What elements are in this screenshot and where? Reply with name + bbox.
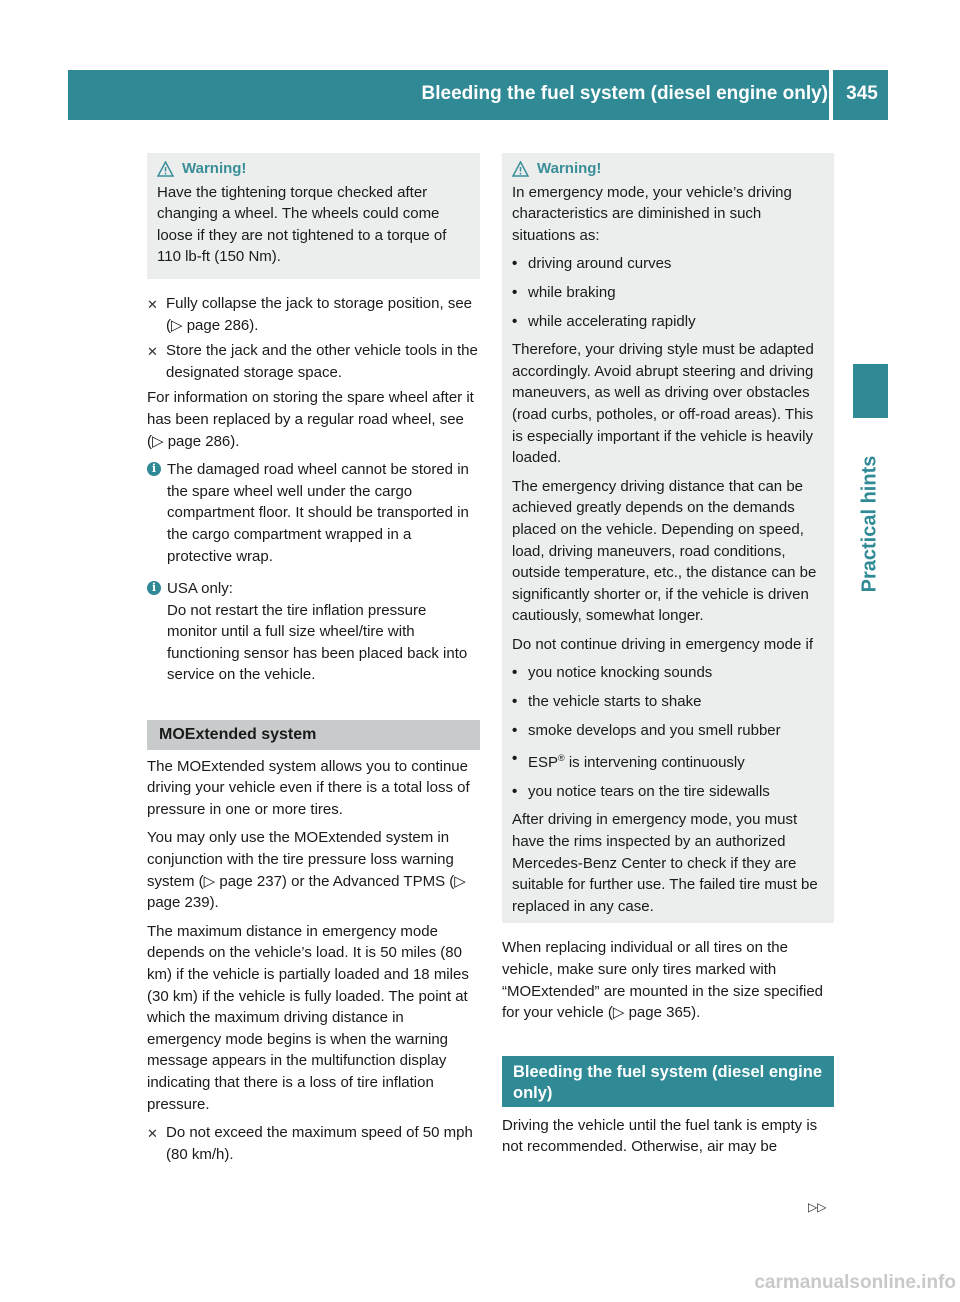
info-title: USA only: [167,580,233,598]
warning-triangle-icon [512,161,529,177]
right-column [502,153,834,1165]
paragraph: The MOExtended system allows you to continue driving your vehicle even if there is a total loss of pressure in one or more tires. [147,757,470,818]
paragraph: The emergency driving distance that can be achieved greatly depends on the demands placed on the vehicle. Depending on speed, load, driving maneuvers, road conditions, outside temperature, etc., the distance can be significantly shorter or, if the vehicle is driven cautiously, somewhat longer. [512,477,817,625]
list-item: • you notice knocking sounds [512,664,713,682]
list-item: • while braking [512,283,616,301]
info-text: Do not restart the tire inflation pressure monitor until a full size wheel/tire with functioning sensor has been placed back into service on the vehicle. [167,601,468,684]
step-text: Store the jack and the other vehicle tools in the designated storage space. [166,342,478,381]
paragraph: For information on storing the spare wheel after it has been replaced by a regular road wheel, see (▷ page 286). [147,389,474,450]
warning-triangle-icon [157,161,174,177]
instruction-step [147,293,480,336]
info-icon: i [147,581,161,595]
paragraph: Driving the vehicle until the fuel tank is empty is not recommended. Otherwise, air may be [502,1116,818,1156]
bullet-list [512,253,826,332]
step-arrow-icon: ✕ [147,344,158,360]
info-text: The damaged road wheel cannot be stored in the spare wheel well under the cargo compartment floor. It should be transported in the cargo compartment wrapped in a protective wrap. [167,461,469,565]
warning-heading [157,158,472,180]
step-arrow-icon: ✕ [147,296,158,312]
info-note [147,578,480,686]
list-item: • while accelerating rapidly [512,312,696,330]
step-arrow-icon: ✕ [147,1126,158,1142]
info-icon: i [147,462,161,476]
list-item: • smoke develops and you smell rubber [512,721,781,739]
paragraph: When replacing individual or all tires on the vehicle, make sure only tires marked with “MOExtended” are mounted in the size specified for your vehicle (▷ page 365). [502,939,823,1022]
paragraph: Therefore, your driving style must be adapted accordingly. Avoid abrupt steering and driving maneuvers, as well as driving over obstacles (road curbs, potholes, or off-road areas). This is especially important if the vehicle is heavily loaded. [512,341,814,467]
info-note [147,459,480,567]
warning-title: Warning! [537,160,602,177]
side-tab [853,424,888,624]
warning-heading [512,158,826,180]
page-number: 345 [846,83,878,104]
warning-box [502,153,834,923]
list-item: • you notice tears on the tire sidewalls [512,782,770,800]
list-item: • driving around curves [512,255,672,273]
section-heading: Bleeding the fuel system (diesel engine only) [502,1056,834,1107]
paragraph: You may only use the MOExtended system in conjunction with the tire pressure loss warning system (▷ page 237) or the Advanced TPMS (▷ page 239). [147,829,466,912]
paragraph: Do not continue driving in emergency mode if [512,635,813,653]
warning-text: Have the tightening torque checked after changing a wheel. The wheels could come loose if they are not tightened to a torque of 110 lb-ft (150 Nm). [157,183,447,266]
bullet-list [512,662,826,802]
list-item: • the vehicle starts to shake [512,693,702,711]
warning-title: Warning! [182,160,247,177]
section-heading: MOExtended system [147,720,480,750]
warning-text: In emergency mode, your vehicle’s driving characteristics are diminished in such situations as: [512,183,792,244]
paragraph: After driving in emergency mode, you must have the rims inspected by an authorized Mercedes-Benz Center to check if they are suitable for further use. The failed tire must be replaced in any case. [512,811,818,915]
step-text: Do not exceed the maximum speed of 50 mph (80 km/h). [166,1124,473,1163]
paragraph: The maximum distance in emergency mode depends on the vehicle’s load. It is 50 miles (80 km) if the vehicle is partially loaded and 18 miles (30 km) if the vehicle is fully loaded. The point at which the maximum driving distance in emergency mode begins is when the warning message appears in the multifunction display indicating that there is a loss of tire inflation pressure. [147,922,469,1113]
left-column [147,153,480,1169]
instruction-step [147,340,480,383]
instruction-step [147,1122,480,1165]
continue-arrows-icon: ▷▷ [808,1200,827,1214]
warning-box [147,153,480,279]
page-title: Bleeding the fuel system (diesel engine only) [421,83,828,104]
side-tab-block [853,364,888,418]
list-item: • ESP® is intervening continuously [512,750,745,772]
header-divider [829,70,833,120]
watermark: carmanualsonline.info [754,1272,956,1293]
step-text: Fully collapse the jack to storage position, see (▷ page 286). [166,294,472,334]
side-tab-label: Practical hints [858,455,881,593]
